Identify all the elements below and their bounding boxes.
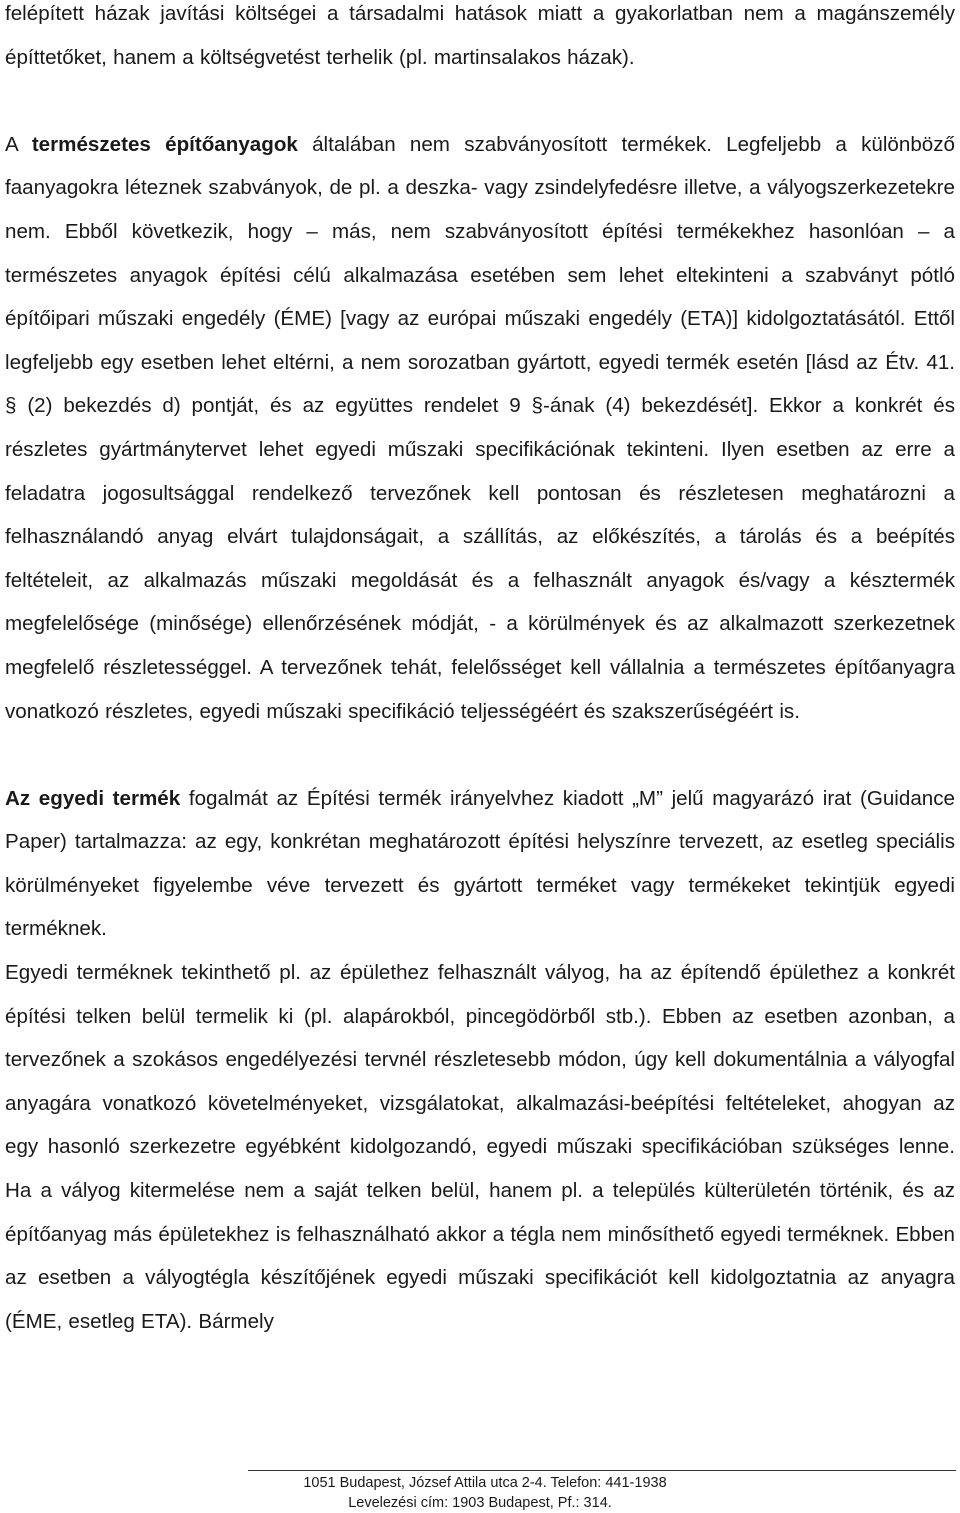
bold-term: természetes építőanyagok [31, 132, 298, 156]
footer-postal-address: Levelezési cím: 1903 Budapest, Pf.: 314. [348, 1495, 612, 1511]
paragraph-custom-product-definition [5, 777, 955, 951]
text-segment: fogalmát az Építési termék irányelvhez kiadott „M” jelű magyarázó irat (Guidance Paper) tartalmazza: az egy, konkrétan meghatározott építési helyszínre tervezett, az esetleg speciális körülményeket figyelembe véve tervezett és gyártott terméket vagy termékeket tekintjük egyedi terméknek. [5, 786, 955, 941]
paragraph-intro [5, 0, 955, 79]
bold-term: Az egyedi termék [5, 786, 181, 810]
text-segment: általában nem szabványosított termékek. Legfeljebb a különböző faanyagokra léteznek szabványok, de pl. a deszka- vagy zsindelyfedésre illetve, a vályogszerkezetekre nem. Ebből következik, hogy – más, nem szabványosított építési termékekhez hasonlóan – a természetes anyagok építési célú alkalmazása esetében sem lehet eltekinteni a szabványt pótló építőipari műszaki engedély (ÉME) [vagy az európai műszaki engedély (ETA)] kidolgoztatásától. Ettől legfeljebb egy esetben lehet eltérni, a nem sorozatban gyártott, egyedi termék esetén [lásd az Étv. 41. § (2) bekezdés d) pontját, és az együttes rendelet 9 §-ának (4) bekezdését]. Ekkor a konkrét és részletes gyártmánytervet lehet egyedi műszaki specifikációnak tekinteni. Ilyen esetben az erre a feladatra jogosultsággal rendelkező tervezőnek kell pontosan és részletesen meghatározni a felhasználandó anyag elvárt tulajdonságait, a szállítás, az előkészítés, a tárolás és a beépítés feltételeit, az alkalmazás műszaki megoldását és a felhasznált anyagok és/vagy a késztermék megfelelősége (minősége) ellenőrzésének módját, - a körülmények és az alkalmazott szerkezetnek megfelelő részletességgel. A tervezőnek tehát, felelősséget kell vállalnia a természetes építőanyagra vonatkozó részletes, egyedi műszaki specifikáció teljességéért és szakszerűségéért is. [5, 132, 955, 723]
footer-divider [248, 1470, 956, 1471]
page-footer [0, 1473, 960, 1513]
text-segment: Egyedi terméknek tekinthető pl. az épülethez felhasznált vályog, ha az építendő épülethez a konkrét építési telken belül termelik ki (pl. alapárokból, pincegödörből stb.). Ebben az esetben azonban, a tervezőnek a szokásos engedélyezési tervnél részletesebb módon, úgy kell dokumentálnia a vályogfal anyagára vonatkozó követelményeket, vizsgálatokat, alkalmazási-beépítési feltételeket, ahogyan az egy hasonló szerkezetre egyébként kidolgozandó, egyedi műszaki specifikációban szükséges lenne. Ha a vályog kitermelése nem a saját telken belül, hanem pl. a település külterületén történik, és az építőanyag más épületekhez is felhasználható akkor a tégla nem minősíthető egyedi terméknek. Ebben az esetben a vályogtégla készítőjének egyedi műszaki specifikációt kell kidolgoztatnia az anyagra (ÉME, esetleg ETA). Bármely [5, 961, 955, 1333]
text-segment: A [5, 132, 32, 156]
document-page [5, 0, 955, 1343]
paragraph-natural-materials [5, 123, 955, 733]
footer-address: 1051 Budapest, József Attila utca 2-4. Telefon: 441-1938 [303, 1475, 667, 1491]
paragraph-custom-product-example [5, 951, 955, 1343]
text-segment: felépített házak javítási költségei a társadalmi hatások miatt a gyakorlatban nem a magánszemély építtetőket, hanem a költségvetést terhelik (pl. martinsalakos házak). [5, 2, 955, 69]
